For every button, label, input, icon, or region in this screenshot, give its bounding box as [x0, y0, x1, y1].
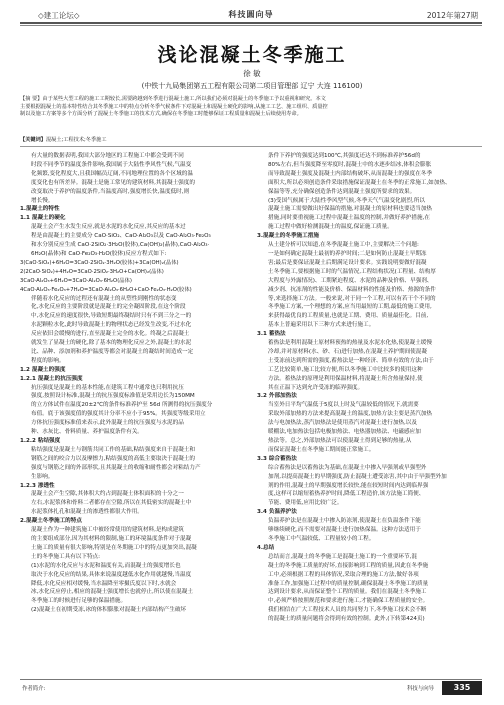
section-heading: 1.混凝土的特性 [20, 206, 60, 213]
body-line: 凝土的冬季施工质量的好坏,直接影响到工程的质量,因此在冬季施 [268, 562, 429, 569]
body-line: 等,来选择施工方法。一般来说,对于同一个工程,可以有若干个不同的 [268, 295, 436, 302]
body-line: 伴随着水化反应的过程还有混凝土的从塑性到刚性的状态变 [31, 295, 177, 302]
body-line: 暖棚法,电加热法包括电极加热法、电热器加热法、电磁感应加 [268, 429, 421, 436]
keywords-label: 【关键词】 [20, 137, 46, 143]
section-heading: 4.总结 [257, 544, 275, 551]
body-line: 化频繁,变化程度大,且我国幅员辽阔,不同地理位置的各个区域的温 [31, 170, 193, 177]
header-journal-title: 科技圓向导 [228, 10, 274, 19]
header-issue: 2012年第27期 [426, 11, 478, 20]
section-heading: 2.混凝土冬季施工的特点 [20, 518, 82, 525]
footer-author-note: 作者简介: [22, 686, 46, 692]
body-line: 有大量的数据表明,我国大部分地区的工程施工中都会受到不同 [31, 153, 184, 159]
body-line: 混凝土作为一种建筑施工中被经常使用的建筑材料,是构成建筑 [31, 527, 184, 534]
body-line: 一是如何确定混凝土最初的养护时间;二是如何防止混凝土早期冻 [268, 250, 427, 257]
body-line: 混凝土会产生水发生反应,就是水泥的水化反应,其反应的基本过 [31, 224, 186, 231]
body-line: 冬季施工方案,一个理想的方案,应当用最短的工期,最低的施工费用, [268, 304, 432, 311]
equation-line: 4CaO·Al₂O₃·Fe₂O₃+7H₂O=3CaO·Al₂O₃·6H₂O+CaO·Fe₂O₃·H₂O(胶体) [20, 286, 192, 293]
body-line: 法与电加热法,蒸汽加热法是使用蒸汽对混凝土进行加热,以及 [268, 420, 417, 427]
body-line: 的立方体试件在温度20±2℃的条件标准养护至 56d 所测得的抗压强度分 [31, 402, 213, 409]
abstract-line: 【摘 要】由于某些大型工程的施工工期较长,需要跨越到冬季进行混凝土施工,所以我们必须对混凝土的冬季施工予以重视和研究。本文 [20, 96, 326, 102]
body-line: 综合蓄热法是以蓄热法为基础,在混凝土中掺入早强剂或早强型外 [268, 464, 427, 471]
section-heading: 3.2 外部加热法 [257, 393, 297, 400]
body-line: 方体抗压强度标准值来表示,此外混凝土的抗压强度与水泥的品 [31, 420, 184, 427]
body-line: 混凝土会产生空隙,其体积大约占到混凝土体积面积的十分之一 [31, 491, 184, 498]
body-line: 布值。底于该强度值的强度其计分率不应小于95%。其强度等级采用立 [31, 411, 206, 418]
body-line: 工中,必须根据工程的具体情况,采取合理的施工方法,做好各项 [268, 571, 419, 578]
body-line: 化,水化反应的主要阶段就是混凝土的完全凝固阶段,在这个阶段 [31, 304, 186, 311]
article-title: 浅论混凝土冬季施工 [157, 44, 347, 66]
body-line: 土的冬季施工具有以下特点: [31, 553, 101, 560]
body-line: 增长慢。 [31, 197, 54, 204]
body-line: 来获得最优良的工程质量,也就是工期、费用、质量最佳化。目前, [268, 313, 429, 320]
body-line: 当室外日平均气温低于5度以上时及气温较低的情况下,就需要 [268, 402, 419, 409]
body-line: (1)水泥的水化反应与水泥和温度有关,而混凝土的强度增长也 [31, 562, 181, 569]
body-line: (2)混凝土在初期受冻,冰的体积膨胀对混凝土内部结构产生破坏 [31, 607, 187, 614]
body-line: 种、水灰比、骨料质量、养护温度条件有关。 [31, 429, 143, 436]
body-line: 采取外部加热的方法来提高混凝土的温度,加热方法主要是蒸汽加热 [268, 411, 432, 418]
body-line: 水泥浆体扎孔和混凝土的渗透性都很大作用。 [31, 509, 143, 516]
body-line: 改变取决于养护的温度条件,当温度高时,强度增长快,温度低时,则 [31, 188, 190, 195]
footer-publication: 科技与向导 [407, 686, 434, 692]
abstract-line: 制以及施工方案等多个方面分析了混凝土冬季施工的技术方式,确保在冬季施工时能够保证工程质量和混凝土后续使用寿命。 [20, 111, 302, 117]
body-line: 保温等等,充分确保创造条件达到混凝土强度所要求的效果。 [268, 188, 416, 195]
body-line: 热法等。总之,外部加热法可以使混凝土得到足够的热量,从 [268, 438, 412, 444]
body-line: 基本上普遍采用以下三种方式来进行施工。 [268, 322, 375, 329]
body-column-right [257, 152, 483, 624]
section-heading: 1.2.2 粘结强度 [20, 438, 61, 444]
body-line: 钢筋之间的咬合力以及摩擦力,粘结强度的高低主要取决于混凝土的 [31, 455, 195, 462]
body-line: 程是由混凝土的主要成分 CaO·SiO₂、CaO·Al₂O₃以及 CaO·Al₂O₃·Fe₂O₃ [31, 233, 211, 240]
section-heading: 3.混凝土的冬季施工措施 [257, 233, 319, 240]
section-heading: 3.1 蓄热法 [257, 331, 286, 338]
abstract [20, 96, 482, 119]
header-rule-thin [20, 25, 482, 26]
body-line: 中,水化反应的速度很快,导致短期最终凝结时只有不到三分之一的 [31, 313, 192, 320]
body-line: 总结而言,混凝土的冬季施工是混凝土施工的一个重要环节,混 [268, 553, 417, 560]
body-line: 加剂,以提高混凝土的早期强度,防止混凝土遭受冻害,其中由于早强型外加 [268, 473, 447, 480]
body-line: 冷却,并对原材料(水、砂、石)进行加热,在混凝土养护期间使混凝 [268, 348, 427, 355]
article-author: 徐 敏 [243, 69, 261, 78]
body-line: 剂的作用,混凝土的早期强度增长较快,能在较短时间内达到临界强 [268, 482, 429, 489]
body-line: 和水分别反应生成 CaO·2SiO₂·3H₂O(胶体),Ca(OH)₂(晶体),CaO·Al₂O₃· [31, 242, 210, 249]
section-heading: 3.3 综合蓄热法 [257, 455, 297, 462]
running-header [20, 8, 482, 22]
body-line: 而保证混凝土在冬季施工期间能正常施工。 [268, 446, 375, 453]
body-line: 冰,水化反应停止,相应的混凝土强度增长也就停止,所以使在混凝土 [31, 589, 193, 596]
body-line: 从土建分析可以知道,在冬季混凝土施工中,主要解决三个问题: [268, 242, 419, 249]
body-line: 负温养护法是在混凝土中掺入防冻剂,使混凝土在负温条件下能 [268, 518, 421, 525]
header-rule [20, 22, 482, 24]
body-line: 条件下养护的强度达到100℃,其强度还达不到标准养护56d的 [268, 153, 421, 159]
body-line: 冬季施工的时候进行足够的保温措施。 [31, 598, 127, 605]
body-line: 面积大,所以必须创造条件采取措施保证混凝土在冬季的正常施工,如加热、 [268, 179, 451, 186]
body-line: 80%左右,但当强度降至零度时,混凝土中的水逐步结冰,体积会膨胀 [268, 161, 432, 168]
body-line: 其在正温下达到允许受冻的临界强度。 [268, 384, 364, 391]
author-affiliation: (中铁十九局集团第五工程有限公司第二项目管理部 辽宁 大连 116100) [141, 82, 363, 90]
body-line: 的混凝土的质量问题将会得到有效的控制。此外,(下转第424页) [268, 616, 425, 623]
section-heading: 1.2.1 混凝土的抗压强度 [20, 375, 83, 382]
body-line: 度,这样可以缩短蓄热养护时间,降低工程造价,该方法施工简便、 [268, 491, 425, 498]
body-line: 中,必须严格按照规范和要求进行施工,才能确保工程质量的安全。 [268, 598, 429, 605]
body-line: 比、品种、添加剂和养护温度等都会对混凝土的凝结时间造成一定 [31, 348, 194, 355]
body-line: 就发生了显凝土的硬化,除了基本的物理化反应之外,混凝土的水泥 [31, 340, 192, 347]
body-line: 生影响。 [31, 473, 54, 480]
page-number: 335 [442, 681, 482, 695]
body-line: 粘结强度是混凝土与钢筋共同工作的基础,粘结强度来自于混凝土和 [31, 446, 195, 453]
body-line: 强度,按照设计标准,混凝土的抗压强度标准值是采用边长为150MM [31, 393, 195, 400]
body-line: 节能、费用低,应用比较广泛。 [268, 500, 343, 507]
section-heading: 3.4 负温养护法 [257, 509, 297, 516]
body-line: 反应依旧会缓慢的进行,直至混凝土完全的水化。终凝之后混凝土 [31, 331, 190, 338]
body-line: 土受冻前达到所需的强度,蓄热法是一种经济、简单有效的方法,由于 [268, 357, 434, 364]
keywords [20, 136, 482, 143]
body-line: 方法。蓄热法的原理是利用保温材料,将混凝土所含热量保持,使 [268, 375, 423, 382]
body-line: 工艺比较简单,施工比较方便,所以冬季施工中比较多的使用这种 [268, 366, 423, 373]
body-line: 大程度与外露情况)、工期紧迫程度、水泥的品种及价格、早强剂、 [268, 277, 433, 284]
body-column-left [20, 152, 246, 615]
body-line: 时段不同季节的温度条件影响,我国属于大陆性季风性气候,气温变 [31, 161, 192, 168]
body-line: 取决于水化反应的结果,具体来说温度越低水化作用就越慢,当温度 [31, 571, 192, 578]
body-line: 水泥颗粒水化,此时导致混凝土的物理状态已经发生改变,不过水化 [31, 322, 192, 329]
body-line: 蓄热法是利用混凝土原材料预热的热量及水泥水化热,使混凝土缓慢 [268, 340, 432, 347]
header-section: ◇建工论坛◇ [38, 11, 80, 20]
equation-line: 3(CaO·SiO₂)+6H₂O=3CaO·2SiO₂·3H₂O(胶体)+3Ca(OH)₂(晶体) [20, 259, 179, 266]
body-line: 降低,水化反应相对缓慢,当水温降至零摄氏度以下时,水就会 [31, 580, 177, 587]
body-line: 而导致混凝土强度及混凝土内部结构破坏,从而混凝土的强度在冬季 [268, 170, 432, 177]
body-line: 我们相信在广大工程技术人员的共同努力下,冬季施工技术会不断 [268, 607, 427, 614]
body-line: 混凝土施工需要做出好保温的措施,对混凝土的原材料也要适当加热 [268, 206, 432, 213]
section-heading: 1.2.3 渗透性 [20, 482, 55, 489]
body-line: 度变化也有所差异。混凝土是施工常见的建筑材料,其混凝土强度的 [31, 179, 195, 186]
body-line: 强度与钢筋之间的外部形状,且其混凝土的收缩和耐性都会对粘结力产 [31, 464, 201, 471]
body-line: 土冬季施工,要根据施工时的气温情况,工程结构状况(工程量、结构厚 [268, 268, 436, 275]
section-heading: 1.1 混凝土的硬化 [20, 215, 66, 222]
body-line: 程度的影响。 [31, 357, 65, 364]
body-line: (3)受国气候属于大陆性季风型气候,冬季天气气温变化剧烈,所以 [268, 197, 425, 204]
body-line: 够继续硬化,而不需要对混凝土进行加热保温。这种方法适用于 [268, 527, 421, 534]
body-line: 减少剂、抗冻剂的性能及价格、保温材料的性能及价格、热源的条件 [268, 286, 436, 293]
body-line: 害;最后是要保证混凝土后期满足设计要求。实践说明要做好混凝 [268, 259, 427, 266]
body-line: 抗压强度是混凝土的基本性能,在建筑工程中通常也只利用抗压 [31, 384, 184, 391]
footer-rule [20, 679, 482, 680]
body-line: 的主要组成部分,因为其材料的限制,施工的环境温度条件对于混凝 [31, 535, 192, 542]
body-line: 达到设计要求,从而保证整个工程的质量。我们在混凝土冬季施工 [268, 589, 427, 596]
equation-line: 3CaO·Al₂O₃+6H₂O=3CaO·Al₂O₃·6H₂O(晶体) [20, 277, 132, 284]
body-line: 土施工的质量有很大影响,特别是在冬期施工中的特点更加突出,混凝 [31, 544, 197, 551]
abstract-separator [20, 146, 482, 147]
equation-line: 2(2CaO·SiO₂)+4H₂O=3CaO·2SiO₂·3H₂O+Ca(OH)₂(晶体) [20, 268, 164, 275]
body-line: 左右,水泥浆体和骨料二者都存在空隙,所以在其低密实的混凝土中 [31, 500, 192, 507]
keywords-text: 混凝土;工程技术;冬季施工 [45, 137, 107, 143]
body-line: 施工过程中做好检测混凝土的温度,保证施工质量。 [268, 224, 393, 231]
body-line: 冬季施工中气温较低、工程量较小的工程。 [268, 535, 375, 542]
body-line: 措施,同时要重视施工过程中混凝土温度的控制,并做好养护措施,在 [268, 215, 430, 222]
body-line: 6H₂O(晶体)和 CaO·Fe₂O₃·H₂O(胶体)反应方程式如下: [31, 250, 167, 257]
section-heading: 1.2 混凝土的强度 [20, 366, 66, 373]
abstract-line: 主要根据混凝土的基本特性结合其冬季施工中的特点分析冬季气候条件下对混凝土和混凝土硬化的影响,从施工工艺、施工组织、质量控 [20, 103, 328, 110]
body-line: 准备工作,加强施工过程中的质量控制,确保混凝土冬季施工的质量 [268, 580, 429, 587]
